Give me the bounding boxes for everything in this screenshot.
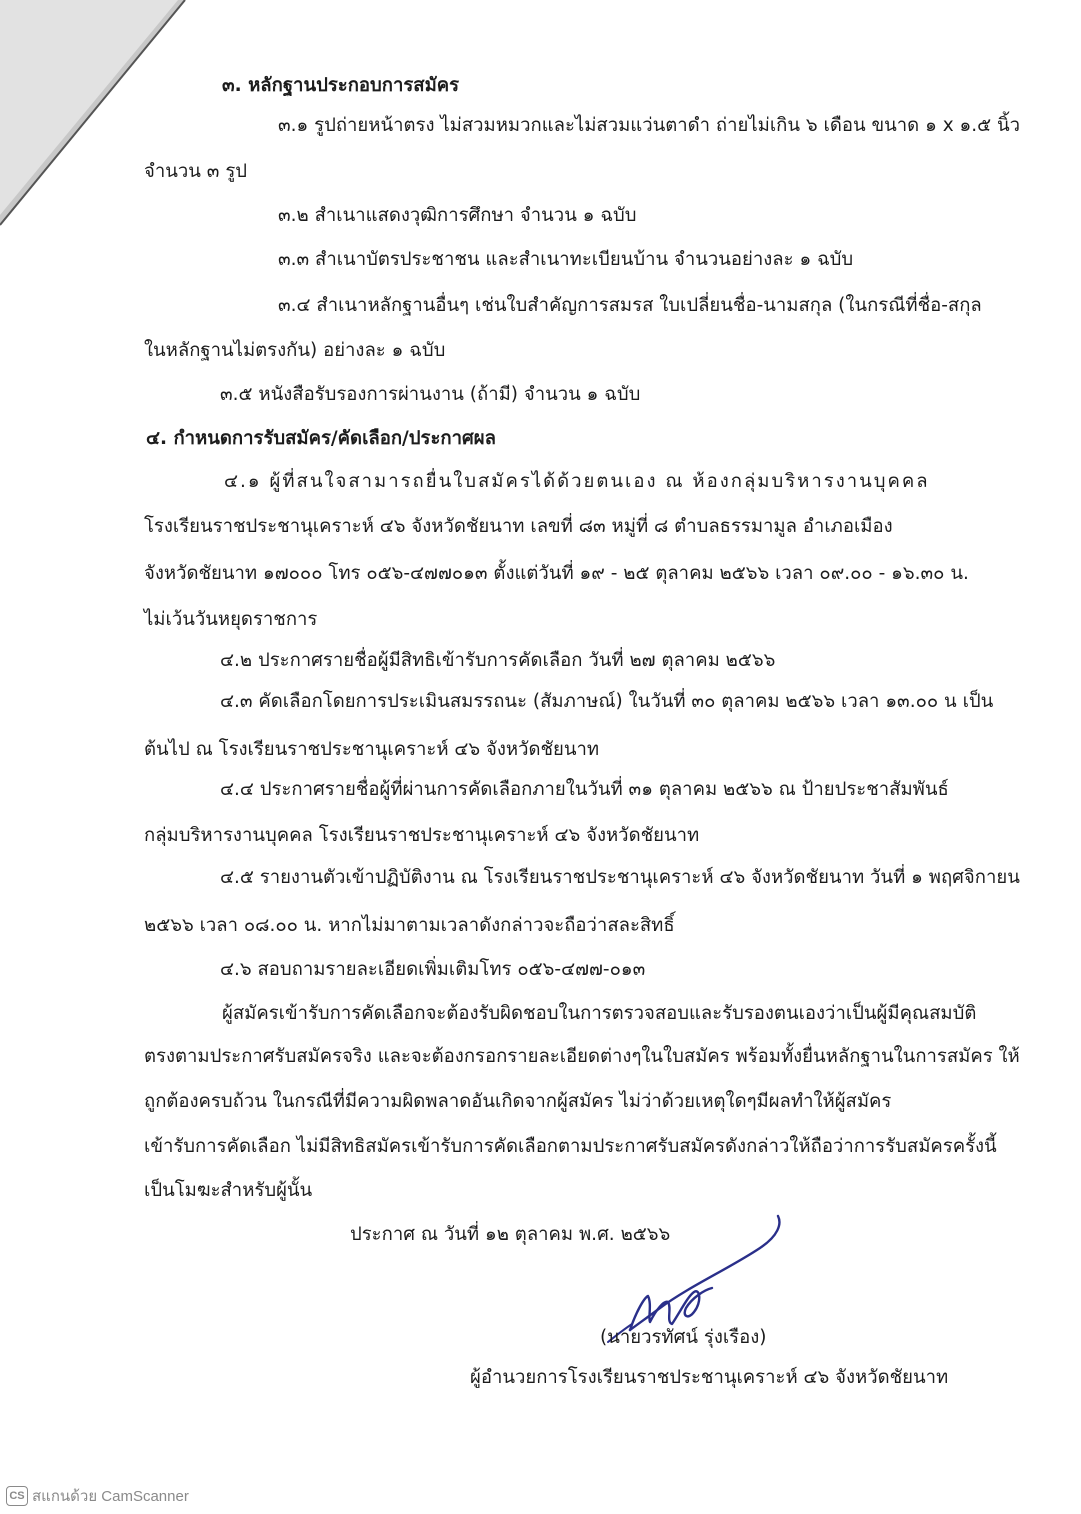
section4-line-10: ๔.๕ รายงานตัวเข้าปฏิบัติงาน ณ โรงเรียนราชประชานุเคราะห์ ๔๖ จังหวัดชัยนาท วันที่ ๑ พฤศจิกายน [220, 867, 1020, 888]
section4-line-6: ๔.๓ คัดเลือกโดยการประเมินสมรรถนะ (สัมภาษณ์) ในวันที่ ๓๐ ตุลาคม ๒๕๖๖ เวลา ๑๓.๐๐ น เป็น [220, 691, 994, 712]
scanner-watermark [6, 1484, 189, 1508]
closing-line-3: ถูกต้องครบถ้วน ในกรณีที่มีความผิดพลาดอันเกิดจากผู้สมัคร ไม่ว่าด้วยเหตุใดๆมีผลทำให้ผู้สมัคร [144, 1091, 892, 1112]
section3-item-5: ๓.๕ หนังสือรับรองการผ่านงาน (ถ้ามี) จำนวน ๑ ฉบับ [220, 384, 641, 405]
section4-line-9: กลุ่มบริหารงานบุคคล โรงเรียนราชประชานุเคราะห์ ๔๖ จังหวัดชัยนาท [144, 825, 700, 846]
signer-name: (นายวรทัศน์ รุ่งเรือง) [600, 1327, 767, 1348]
scanner-watermark-text: สแกนด้วย CamScanner [32, 1488, 189, 1505]
section3-item-1-cont: จำนวน ๓ รูป [144, 161, 247, 182]
section4-heading: ๔. กำหนดการรับสมัคร/คัดเลือก/ประกาศผล [146, 428, 496, 449]
closing-line-1: ผู้สมัครเข้ารับการคัดเลือกจะต้องรับผิดชอบในการตรวจสอบและรับรองตนเองว่าเป็นผู้มีคุณสมบัติ [222, 1003, 977, 1024]
section4-line-7: ต้นไป ณ โรงเรียนราชประชานุเคราะห์ ๔๖ จังหวัดชัยนาท [144, 739, 600, 760]
announce-date: ประกาศ ณ วันที่ ๑๒ ตุลาคม พ.ศ. ๒๕๖๖ [350, 1224, 671, 1245]
section3-item-4: ๓.๔ สำเนาหลักฐานอื่นๆ เช่นใบสำคัญการสมรส ใบเปลี่ยนชื่อ-นามสกุล (ในกรณีที่ชื่อ-สกุล [278, 295, 982, 316]
section3-item-3: ๓.๓ สำเนาบัตรประชาชน และสำเนาทะเบียนบ้าน จำนวนอย่างละ ๑ ฉบับ [278, 249, 854, 270]
signer-title: ผู้อำนวยการโรงเรียนราชประชานุเคราะห์ ๔๖ จังหวัดชัยนาท [470, 1367, 949, 1388]
closing-line-5: เป็นโมฆะสำหรับผู้นั้น [144, 1180, 313, 1201]
section3-item-2: ๓.๒ สำเนาแสดงวุฒิการศึกษา จำนวน ๑ ฉบับ [278, 205, 637, 226]
section4-line-3: จังหวัดชัยนาท ๑๗๐๐๐ โทร ๐๕๖-๔๗๗๐๑๓ ตั้งแต่วันที่ ๑๙ - ๒๕ ตุลาคม ๒๕๖๖ เวลา ๐๙.๐๐ - ๑๖.๓๐ น. [144, 563, 969, 584]
section4-line-1: ๔.๑ ผู้ที่สนใจสามารถยื่นใบสมัครได้ด้วยตนเอง ณ ห้องกลุ่มบริหารงานบุคคล [224, 471, 930, 492]
section4-line-12: ๔.๖ สอบถามรายละเอียดเพิ่มเติมโทร ๐๕๖-๔๗๗-๐๑๓ [220, 959, 646, 980]
closing-line-2: ตรงตามประกาศรับสมัครจริง และจะต้องกรอกรายละเอียดต่างๆในใบสมัคร พร้อมทั้งยื่นหลักฐานในการสมัคร ให้ [144, 1046, 1020, 1067]
section3-item-1: ๓.๑ รูปถ่ายหน้าตรง ไม่สวมหมวกและไม่สวมแว่นตาดำ ถ่ายไม่เกิน ๖ เดือน ขนาด ๑ x ๑.๕ นิ้ว [278, 115, 1021, 136]
page-corner-shadow [0, 0, 200, 240]
section3-item-4-cont: ในหลักฐานไม่ตรงกัน) อย่างละ ๑ ฉบับ [144, 340, 446, 361]
closing-line-4: เข้ารับการคัดเลือก ไม่มีสิทธิสมัครเข้ารับการคัดเลือกตามประกาศรับสมัครดังกล่าวให้ถือว่าการรับสมัครครั้งนี้ [144, 1136, 997, 1157]
section3-heading: ๓. หลักฐานประกอบการสมัคร [222, 75, 460, 96]
section4-line-5: ๔.๒ ประกาศรายชื่อผู้มีสิทธิเข้ารับการคัดเลือก วันที่ ๒๗ ตุลาคม ๒๕๖๖ [220, 650, 776, 671]
section4-line-4: ไม่เว้นวันหยุดราชการ [144, 609, 318, 630]
section4-line-2: โรงเรียนราชประชานุเคราะห์ ๔๖ จังหวัดชัยนาท เลขที่ ๘๓ หมู่ที่ ๘ ตำบลธรรมามูล อำเภอเมือง [144, 516, 893, 537]
camscanner-logo-icon: CS [6, 1486, 28, 1506]
section4-line-8: ๔.๔ ประกาศรายชื่อผู้ที่ผ่านการคัดเลือกภายในวันที่ ๓๑ ตุลาคม ๒๕๖๖ ณ ป้ายประชาสัมพันธ์ [220, 779, 949, 800]
section4-line-11: ๒๕๖๖ เวลา ๐๘.๐๐ น. หากไม่มาตามเวลาดังกล่าวจะถือว่าสละสิทธิ์ [144, 915, 675, 936]
